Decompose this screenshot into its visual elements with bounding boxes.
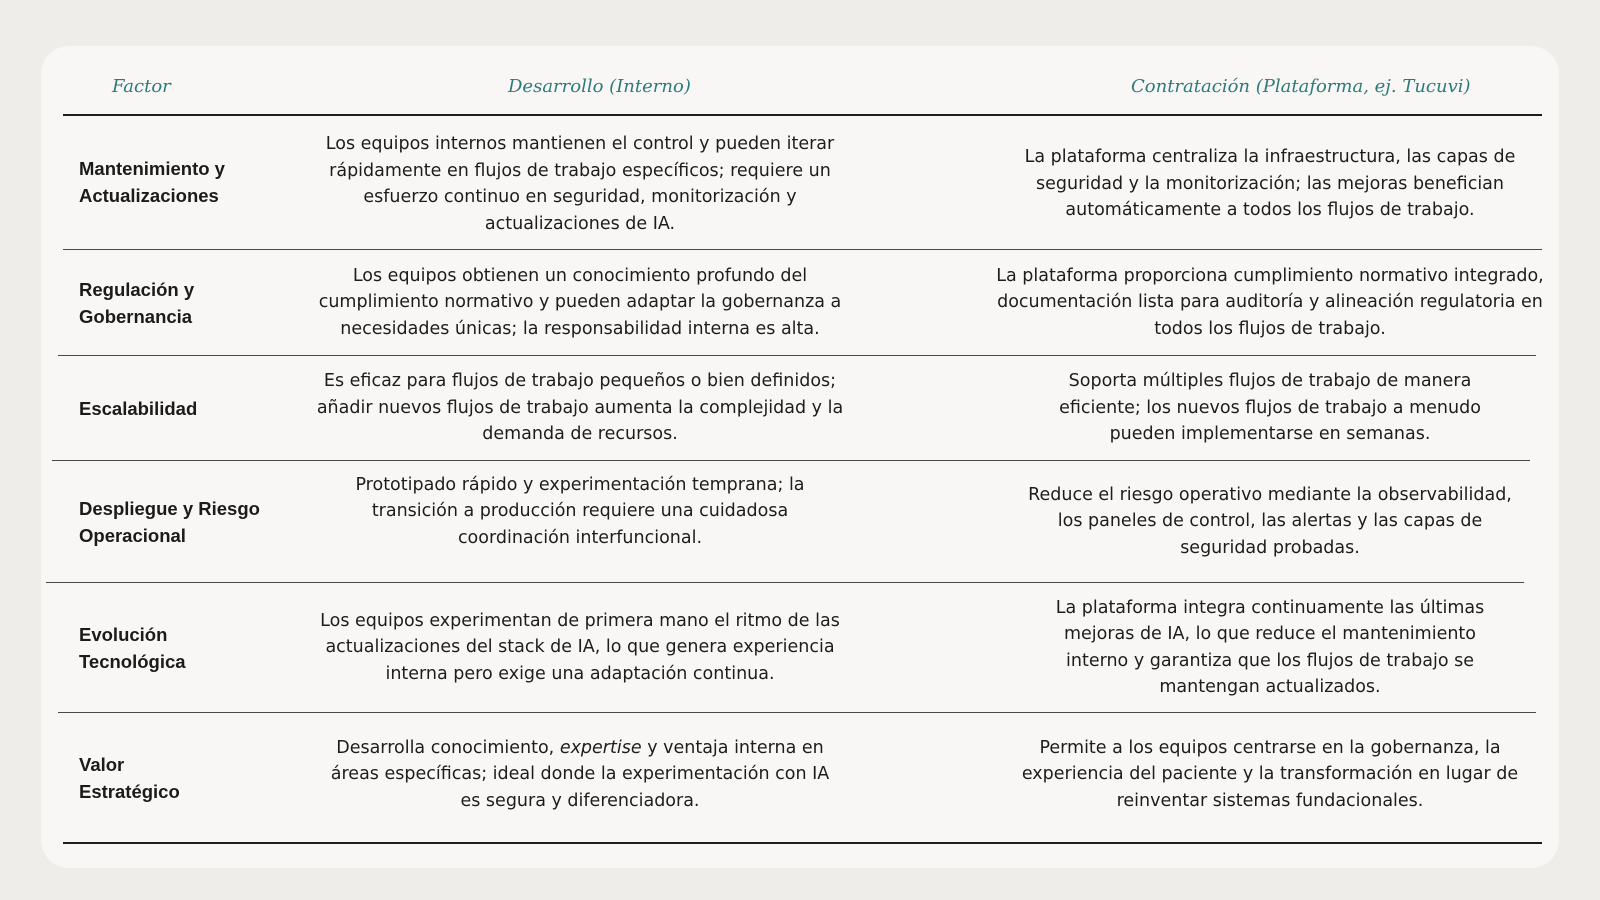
row-internal (280, 455, 880, 568)
row-contract-text: La plataforma centraliza la infraestructura, las capas de seguridad y la monitorización; las mejoras benefician automáticamente a todos los flujos de trabajo. (1024, 147, 1516, 221)
row-internal-text: Los equipos experimentan de primera mano el ritmo de las actualizaciones del stack de IA, lo que genera experiencia interna pero exige una adaptación continua. (320, 610, 840, 684)
row-internal-text-a: Desarrolla conocimiento, (336, 737, 555, 758)
row-contract-text: Reduce el riesgo operativo mediante la observabilidad, los paneles de control, las alertas y las capas de seguridad probadas. (1028, 484, 1512, 558)
row-contract (990, 356, 1550, 460)
row-internal-text: Los equipos internos mantienen el control y pueden iterar rápidamente en flujos de trabajo específicos; requiere un esfuerzo continuo en seguridad, monitorización y actualizaciones de IA. (325, 134, 835, 234)
row-internal-text-emphasis: expertise (559, 737, 642, 758)
row-factor-label: Valor Estratégico (79, 753, 180, 802)
row-factor (79, 250, 289, 355)
row-factor (79, 461, 289, 582)
row-factor (79, 356, 289, 460)
row-factor (79, 583, 289, 712)
row-internal (280, 713, 880, 836)
row-internal-text: Los equipos obtienen un conocimiento profundo del cumplimiento normativo y pueden adaptar la gobernanza a necesidades únicas; la responsabilidad interna es alta. (318, 265, 842, 339)
row-factor (79, 115, 289, 249)
row-factor-label: Evolución Tecnológica (79, 623, 186, 672)
row-contract (990, 118, 1550, 250)
row-factor-label: Escalabilidad (79, 397, 198, 419)
header-contract: Contratación (Plataforma, ej. Tucuvi) (1131, 76, 1471, 97)
row-contract-text: Soporta múltiples flujos de trabajo de manera eficiente; los nuevos flujos de trabajo a menudo pueden implementarse en semanas. (1059, 371, 1481, 445)
row-contract (990, 461, 1550, 582)
row-contract-text: Permite a los equipos centrarse en la gobernanza, la experiencia del paciente y la transformación en lugar de reinventar sistemas fundacionales. (1021, 737, 1519, 811)
row-contract (990, 583, 1550, 712)
row-factor-label: Regulación y Gobernancia (79, 278, 195, 327)
row-contract (990, 250, 1550, 355)
row-internal-text: Es eficaz para flujos de trabajo pequeños o bien definidos; añadir nuevos flujos de trabajo aumenta la complejidad y la demanda de recursos. (316, 371, 844, 445)
row-internal (280, 118, 880, 250)
row-contract-text: La plataforma integra continuamente las últimas mejoras de IA, lo que reduce el mantenimiento interno y garantiza que los flujos de trabajo se mantengan actualizados. (1055, 597, 1485, 697)
row-contract-text: La plataforma proporciona cumplimiento normativo integrado, documentación lista para auditoría y alineación regulatoria en todos los flujos de trabajo. (996, 265, 1544, 339)
row-internal-text: Prototipado rápido y experimentación temprana; la transición a producción requiere una cuidadosa coordinación interfuncional. (355, 474, 805, 548)
row-internal (280, 583, 880, 712)
table-bottom-divider (63, 842, 1542, 844)
row-factor (79, 713, 289, 842)
row-internal (280, 356, 880, 460)
header-factor: Factor (112, 76, 171, 97)
row-internal-text (330, 735, 830, 815)
row-internal (280, 250, 880, 355)
row-factor-label: Despliegue y Riesgo Operacional (79, 497, 260, 546)
row-factor-label: Mantenimiento y Actualizaciones (79, 158, 225, 206)
header-internal: Desarrollo (Interno) (508, 76, 691, 97)
row-internal-text-b: y ventaja interna en áreas específicas; ideal donde la experimentación con IA es segura y diferenciadora. (330, 737, 830, 811)
row-contract (990, 713, 1550, 836)
